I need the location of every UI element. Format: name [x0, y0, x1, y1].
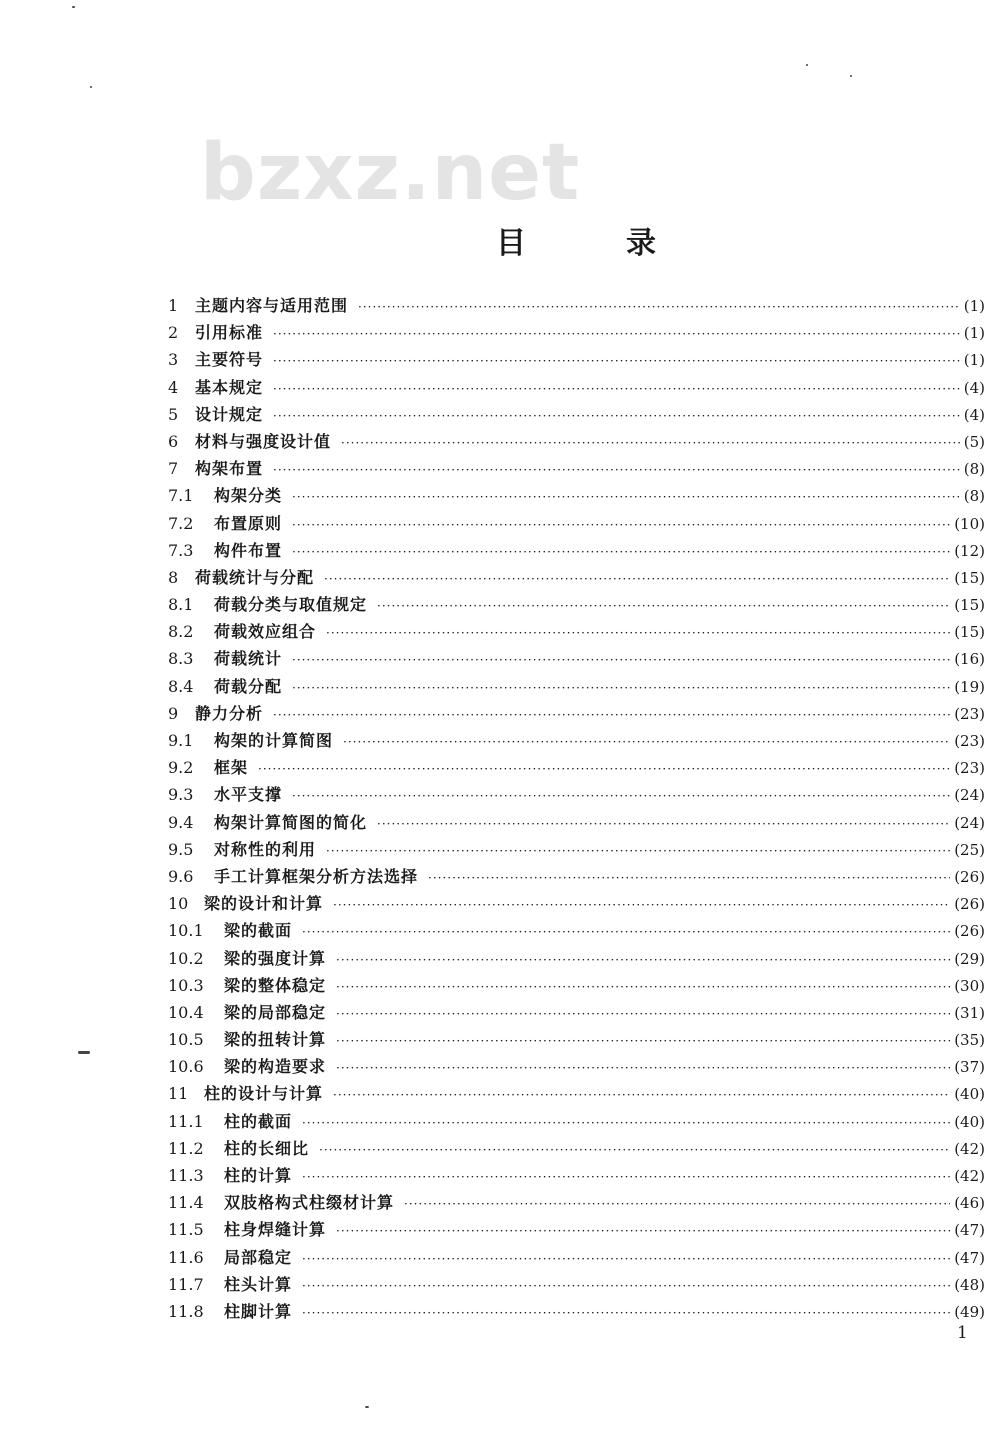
toc-entry-page: (4) — [963, 378, 985, 397]
toc-leader-dots — [324, 566, 950, 593]
toc-entry — [168, 1026, 985, 1053]
toc-leader-dots — [326, 620, 950, 647]
toc-entry-page: (1) — [963, 324, 985, 343]
toc-entry — [168, 510, 985, 537]
toc-entry-title: 局部稳定 — [224, 1247, 293, 1267]
toc-entry — [168, 1108, 985, 1135]
toc-entry-title: 基本规定 — [195, 377, 264, 397]
toc-entry — [168, 292, 985, 319]
toc-entry-title: 手工计算框架分析方法选择 — [214, 866, 419, 886]
toc-leader-dots — [302, 1246, 950, 1273]
toc-entry — [168, 591, 985, 618]
toc-entry — [168, 618, 985, 645]
toc-leader-dots — [336, 947, 950, 974]
toc-entry — [168, 673, 985, 700]
table-of-contents — [168, 292, 985, 1325]
toc-entry — [168, 346, 985, 373]
toc-leader-dots — [292, 675, 950, 702]
toc-entry — [168, 428, 985, 455]
scan-speck — [90, 86, 92, 88]
scan-speck — [78, 1051, 90, 1054]
toc-entry — [168, 1189, 985, 1216]
toc-entry-number: 3 — [168, 350, 179, 370]
toc-entry-number: 1 — [168, 296, 179, 315]
toc-entry-title: 框架 — [214, 758, 249, 778]
toc-leader-dots — [273, 403, 960, 430]
toc-entry-number: 10.2 — [168, 948, 204, 968]
toc-entry-number: 2 — [168, 323, 179, 343]
toc-entry-title: 梁的强度计算 — [224, 948, 327, 968]
toc-entry-number: 11.8 — [168, 1301, 204, 1321]
toc-entry-page: (23) — [954, 704, 985, 723]
toc-entry-page: (5) — [963, 432, 985, 451]
toc-entry-page: (40) — [954, 1085, 985, 1104]
toc-entry-page: (4) — [963, 405, 985, 424]
toc-leader-dots — [302, 1300, 950, 1327]
toc-entry-number: 11.6 — [168, 1247, 204, 1267]
toc-entry-number: 4 — [168, 377, 179, 397]
toc-entry-title: 柱身焊缝计算 — [224, 1220, 327, 1240]
toc-entry — [168, 1216, 985, 1243]
toc-leader-dots — [302, 1110, 950, 1137]
toc-entry-page: (8) — [963, 487, 985, 506]
toc-entry-title: 构件布置 — [214, 540, 283, 560]
toc-entry-number: 11.1 — [168, 1111, 204, 1131]
toc-entry-title: 梁的扭转计算 — [224, 1030, 327, 1050]
toc-leader-dots — [302, 1164, 950, 1191]
toc-entry-title: 柱的设计与计算 — [204, 1084, 324, 1104]
watermark-text: bzxz.net — [200, 128, 581, 218]
toc-leader-dots — [273, 348, 960, 375]
toc-entry-title: 梁的整体稳定 — [224, 975, 327, 995]
toc-entry — [168, 809, 985, 836]
toc-entry-title: 设计规定 — [195, 404, 264, 424]
toc-entry-page: (19) — [954, 677, 985, 696]
toc-entry-number: 11.3 — [168, 1166, 204, 1185]
toc-entry-number: 10.1 — [168, 921, 204, 941]
toc-entry-page: (47) — [954, 1221, 985, 1240]
toc-entry-number: 11 — [168, 1084, 189, 1104]
toc-leader-dots — [377, 811, 950, 838]
toc-entry-number: 9 — [168, 703, 179, 723]
toc-leader-dots — [273, 702, 950, 729]
toc-entry-page: (48) — [954, 1275, 985, 1294]
toc-leader-dots — [319, 1137, 950, 1164]
toc-leader-dots — [302, 1273, 950, 1300]
toc-entry-title: 柱的长细比 — [224, 1138, 310, 1158]
toc-entry-page: (15) — [954, 623, 985, 642]
toc-entry — [168, 401, 985, 428]
toc-entry — [168, 1298, 985, 1325]
toc-leader-dots — [341, 430, 960, 457]
toc-entry-page: (40) — [954, 1112, 985, 1131]
toc-leader-dots — [404, 1191, 950, 1218]
toc-entry — [168, 1271, 985, 1298]
toc-entry — [168, 1135, 985, 1162]
toc-leader-dots — [333, 1082, 950, 1109]
toc-entry-title: 布置原则 — [214, 513, 283, 533]
toc-entry-page: (24) — [954, 786, 985, 805]
toc-leader-dots — [292, 484, 960, 511]
toc-entry-number: 10.3 — [168, 975, 204, 995]
toc-entry-page: (15) — [954, 596, 985, 615]
toc-entry-number: 11.4 — [168, 1193, 204, 1213]
scan-speck — [850, 75, 852, 77]
title-char-1: 目 — [496, 226, 626, 261]
toc-entry — [168, 1244, 985, 1271]
toc-entry-title: 荷载统计与分配 — [195, 567, 315, 587]
toc-entry — [168, 917, 985, 944]
toc-entry-title: 柱的计算 — [224, 1166, 293, 1185]
toc-entry-title: 荷载分类与取值规定 — [214, 595, 368, 615]
toc-entry-number: 8.1 — [168, 595, 194, 615]
toc-entry-title: 静力分析 — [195, 703, 264, 723]
toc-entry — [168, 945, 985, 972]
toc-entry-page: (29) — [954, 949, 985, 968]
toc-entry-title: 构架计算简图的简化 — [214, 812, 368, 832]
toc-entry-page: (42) — [954, 1139, 985, 1158]
toc-entry-page: (1) — [963, 297, 985, 315]
toc-leader-dots — [292, 512, 950, 539]
toc-leader-dots — [273, 457, 960, 484]
toc-entry — [168, 319, 985, 346]
toc-entry-number: 11.5 — [168, 1220, 204, 1240]
toc-entry-page: (8) — [963, 460, 985, 479]
toc-entry — [168, 727, 985, 754]
toc-entry-page: (12) — [954, 541, 985, 560]
toc-entry — [168, 1080, 985, 1107]
toc-entry-number: 7.1 — [168, 486, 194, 506]
toc-entry-title: 构架分类 — [214, 486, 283, 506]
toc-entry-title: 构架布置 — [195, 459, 264, 479]
toc-entry-page: (31) — [954, 1003, 985, 1022]
toc-entry-title: 水平支撑 — [214, 785, 283, 805]
toc-entry-page: (26) — [954, 867, 985, 886]
toc-leader-dots — [377, 593, 950, 620]
toc-entry — [168, 374, 985, 401]
toc-leader-dots — [302, 919, 950, 946]
toc-leader-dots — [258, 756, 950, 783]
toc-entry-page: (35) — [954, 1031, 985, 1050]
toc-entry — [168, 781, 985, 808]
title-char-2: 录 — [626, 226, 756, 261]
toc-entry-number: 9.6 — [168, 866, 194, 886]
toc-entry-number: 8.3 — [168, 649, 194, 669]
toc-entry-number: 9.2 — [168, 758, 194, 778]
toc-entry — [168, 700, 985, 727]
toc-entry — [168, 1162, 985, 1189]
page-number: 1 — [957, 1323, 968, 1343]
toc-leader-dots — [326, 838, 950, 865]
toc-entry — [168, 482, 985, 509]
toc-entry-title: 主要符号 — [195, 350, 264, 370]
page-title — [496, 218, 756, 262]
toc-entry-title: 构架的计算简图 — [214, 731, 334, 750]
toc-leader-dots — [292, 783, 950, 810]
toc-entry-page: (15) — [954, 568, 985, 587]
toc-entry — [168, 890, 985, 917]
toc-leader-dots — [273, 321, 960, 348]
toc-entry-title: 梁的局部稳定 — [224, 1002, 327, 1022]
toc-entry-page: (25) — [954, 840, 985, 859]
toc-entry — [168, 836, 985, 863]
toc-entry-number: 9.4 — [168, 812, 194, 832]
toc-entry-title: 梁的设计和计算 — [204, 894, 324, 914]
toc-entry-page: (23) — [954, 759, 985, 778]
toc-entry-page: (16) — [954, 650, 985, 669]
toc-entry-page: (49) — [954, 1302, 985, 1321]
toc-entry-title: 柱脚计算 — [224, 1301, 293, 1321]
toc-entry-title: 主题内容与适用范围 — [195, 296, 349, 315]
toc-entry-title: 柱的截面 — [224, 1111, 293, 1131]
toc-entry-page: (1) — [963, 351, 985, 370]
toc-entry-number: 10.4 — [168, 1002, 204, 1022]
toc-entry-number: 7.3 — [168, 540, 194, 560]
toc-entry-number: 9.1 — [168, 731, 194, 750]
scan-speck — [365, 1406, 369, 1408]
toc-entry-page: (42) — [954, 1167, 985, 1185]
toc-entry — [168, 645, 985, 672]
scan-speck — [72, 6, 75, 8]
toc-entry — [168, 1053, 985, 1080]
toc-entry-number: 5 — [168, 404, 179, 424]
toc-entry-title: 荷载效应组合 — [214, 622, 317, 642]
toc-entry-title: 引用标准 — [195, 323, 264, 343]
toc-entry-title: 材料与强度设计值 — [195, 431, 332, 451]
toc-entry-title: 荷载统计 — [214, 649, 283, 669]
toc-entry-page: (26) — [954, 922, 985, 941]
toc-entry-number: 11.7 — [168, 1274, 204, 1294]
toc-entry-title: 荷载分配 — [214, 676, 283, 696]
toc-entry-number: 11.2 — [168, 1138, 204, 1158]
toc-leader-dots — [428, 865, 950, 892]
toc-entry — [168, 564, 985, 591]
toc-entry-title: 梁的构造要求 — [224, 1057, 327, 1077]
toc-entry-number: 10.6 — [168, 1057, 204, 1077]
toc-leader-dots — [292, 539, 950, 566]
toc-entry-number: 8.2 — [168, 622, 194, 642]
toc-entry-number: 7 — [168, 459, 179, 479]
scan-speck — [806, 64, 808, 66]
toc-leader-dots — [273, 376, 960, 403]
toc-entry-number: 8 — [168, 567, 179, 587]
toc-entry-page: (30) — [954, 976, 985, 995]
toc-entry-page: (10) — [954, 514, 985, 533]
toc-leader-dots — [358, 294, 960, 321]
toc-entry-page: (24) — [954, 813, 985, 832]
toc-leader-dots — [336, 1218, 950, 1245]
toc-entry-title: 双肢格构式柱缀材计算 — [224, 1193, 395, 1213]
toc-entry-page: (26) — [954, 895, 985, 914]
toc-entry — [168, 999, 985, 1026]
toc-leader-dots — [336, 1001, 950, 1028]
toc-leader-dots — [343, 729, 950, 756]
toc-entry-number: 8.4 — [168, 676, 194, 696]
toc-entry-number: 9.5 — [168, 839, 194, 859]
toc-entry-number: 9.3 — [168, 785, 194, 805]
toc-entry-page: (46) — [954, 1194, 985, 1213]
toc-entry-title: 梁的截面 — [224, 921, 293, 941]
toc-leader-dots — [336, 974, 950, 1001]
toc-entry — [168, 455, 985, 482]
toc-leader-dots — [336, 1028, 950, 1055]
toc-entry-title: 柱头计算 — [224, 1274, 293, 1294]
toc-entry-number: 7.2 — [168, 513, 194, 533]
toc-entry-page: (37) — [954, 1058, 985, 1077]
toc-entry-number: 10.5 — [168, 1030, 204, 1050]
toc-entry-page: (23) — [954, 732, 985, 750]
toc-entry-number: 10 — [168, 894, 189, 914]
toc-entry — [168, 754, 985, 781]
toc-leader-dots — [292, 647, 950, 674]
toc-entry-title: 对称性的利用 — [214, 839, 317, 859]
toc-entry — [168, 863, 985, 890]
toc-entry — [168, 972, 985, 999]
toc-entry-number: 6 — [168, 431, 179, 451]
toc-entry — [168, 537, 985, 564]
toc-leader-dots — [333, 892, 950, 919]
toc-leader-dots — [336, 1055, 950, 1082]
toc-entry-page: (47) — [954, 1248, 985, 1267]
